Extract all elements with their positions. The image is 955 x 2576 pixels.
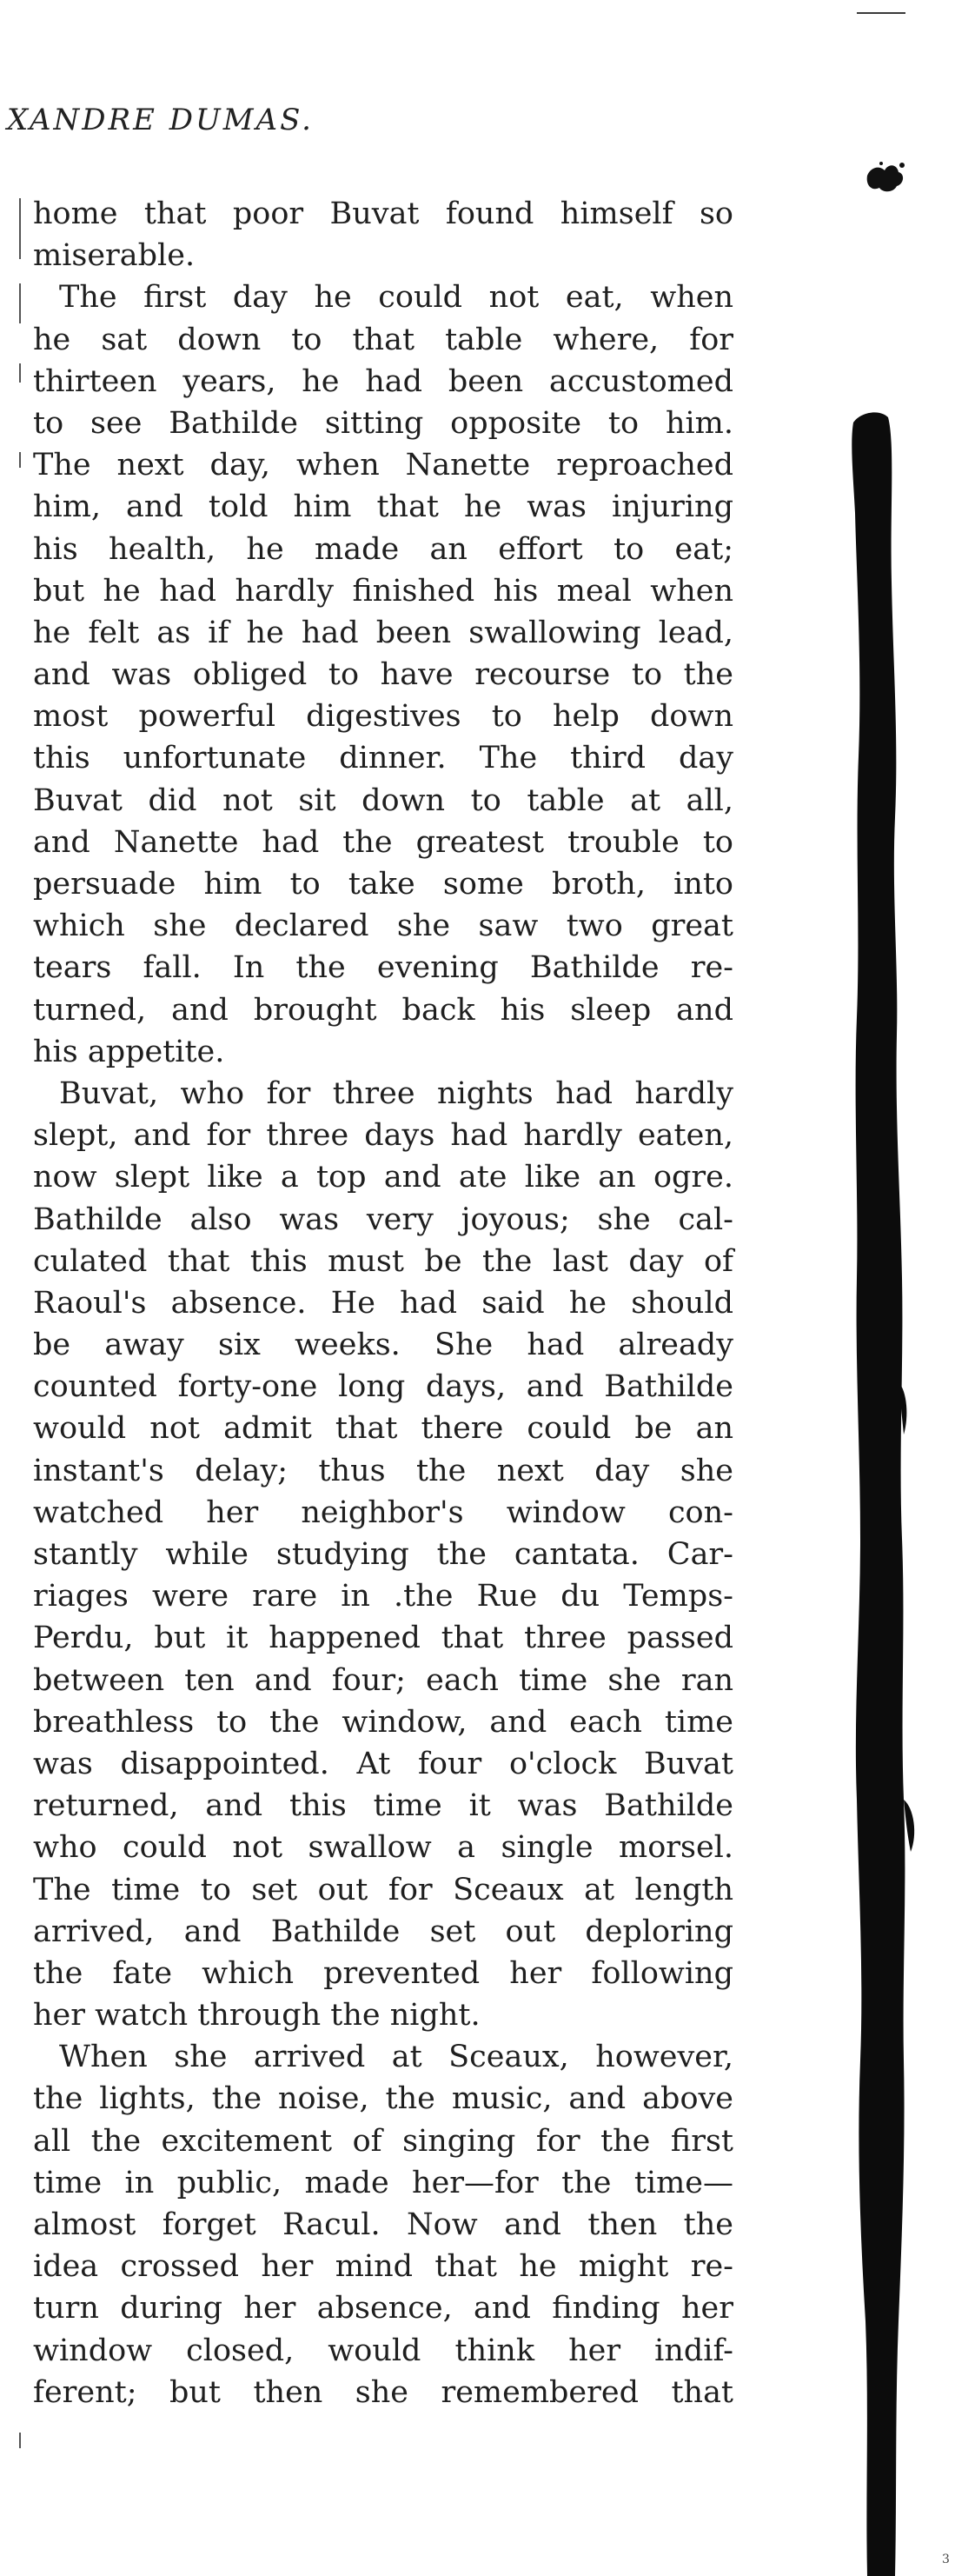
text-line: which she declared she saw two great xyxy=(33,909,733,944)
text-line: home that poor Buvat found himself so xyxy=(33,196,733,231)
scan-edge-mark xyxy=(857,12,905,14)
text-line: Buvat did not sit down to table at all, xyxy=(33,782,733,818)
text-line: idea crossed her mind that he might re- xyxy=(33,2249,733,2285)
text-line: When she arrived at Sceaux, however, xyxy=(59,2040,733,2075)
text-line: he sat down to that table where, for xyxy=(33,322,733,357)
text-line: the lights, the noise, the music, and above xyxy=(33,2081,733,2117)
text-line: Bathilde also was very joyous; she cal- xyxy=(33,1201,733,1237)
text-line: miserable. xyxy=(33,238,196,274)
text-line: now slept like a top and ate like an ogre. xyxy=(33,1160,733,1195)
text-line: her watch through the night. xyxy=(33,1998,481,2034)
text-line: most powerful digestives to help down xyxy=(33,699,733,735)
text-line: who could not swallow a single morsel. xyxy=(33,1830,733,1866)
text-line: this unfortunate dinner. The third day xyxy=(33,741,733,776)
text-line: his appetite. xyxy=(33,1034,225,1069)
margin-rule xyxy=(19,452,21,468)
text-line: The next day, when Nanette reproached xyxy=(33,448,733,483)
text-line: returned, and this time it was Bathilde xyxy=(33,1788,733,1824)
corner-mark: 3 xyxy=(942,2553,950,2566)
text-line: ferent; but then she remembered that xyxy=(33,2374,733,2410)
margin-rule xyxy=(19,363,21,383)
text-line: Buvat, who for three nights had hardly xyxy=(59,1075,733,1111)
text-line: counted forty-one long days, and Bathilde xyxy=(33,1369,733,1405)
text-line: but he had hardly finished his meal when xyxy=(33,573,733,609)
running-head: XANDRE DUMAS. xyxy=(7,103,314,137)
binding-shadow xyxy=(834,409,938,2576)
text-line: arrived, and Bathilde set out deploring xyxy=(33,1914,733,1949)
text-line: persuade him to take some broth, into xyxy=(33,867,733,902)
text-line: and was obliged to have recourse to the xyxy=(33,657,733,693)
text-line: him, and told him that he was injuring xyxy=(33,489,733,525)
text-line: was disappointed. At four o'clock Buvat xyxy=(33,1746,733,1781)
text-line: turned, and brought back his sleep and xyxy=(33,992,733,1028)
text-line: thirteen years, he had been accustomed xyxy=(33,363,733,399)
ink-blot-icon xyxy=(862,160,907,195)
text-line: The time to set out for Sceaux at length xyxy=(33,1872,733,1907)
text-line: and Nanette had the greatest trouble to xyxy=(33,824,733,860)
text-line: the fate which prevented her following xyxy=(33,1955,733,1991)
text-line: riages were rare in .the Rue du Temps- xyxy=(33,1579,733,1614)
text-line: watched her neighbor's window con- xyxy=(33,1494,733,1530)
text-line: The first day he could not eat, when xyxy=(59,280,733,316)
text-line: culated that this must be the last day of xyxy=(33,1243,733,1279)
text-line: tears fall. In the evening Bathilde re- xyxy=(33,950,733,986)
text-line: instant's delay; thus the next day she xyxy=(33,1453,733,1488)
margin-rule xyxy=(19,198,21,259)
text-line: be away six weeks. She had already xyxy=(33,1328,733,1363)
text-line: would not admit that there could be an xyxy=(33,1411,733,1447)
text-line: window closed, would think her indif- xyxy=(33,2333,733,2368)
text-line: he felt as if he had been swallowing lead, xyxy=(33,615,733,650)
margin-rule xyxy=(19,283,21,323)
text-line: time in public, made her—for the time— xyxy=(33,2165,733,2200)
text-line: breathless to the window, and each time xyxy=(33,1704,733,1740)
body-text xyxy=(33,193,733,2413)
text-line: to see Bathilde sitting opposite to him. xyxy=(33,405,733,441)
text-line: stantly while studying the cantata. Car- xyxy=(33,1537,733,1572)
text-line: Raoul's absence. He had said he should xyxy=(33,1285,733,1321)
text-line: turn during her absence, and finding her xyxy=(33,2291,733,2326)
text-line: his health, he made an effort to eat; xyxy=(33,531,733,567)
text-line: almost forget Racul. Now and then the xyxy=(33,2207,733,2242)
text-line: between ten and four; each time she ran xyxy=(33,1662,733,1698)
text-line: slept, and for three days had hardly eaten, xyxy=(33,1118,733,1154)
margin-rule xyxy=(19,2433,21,2448)
text-line: Perdu, but it happened that three passed xyxy=(33,1621,733,1656)
text-line: all the excitement of singing for the first xyxy=(33,2123,733,2159)
